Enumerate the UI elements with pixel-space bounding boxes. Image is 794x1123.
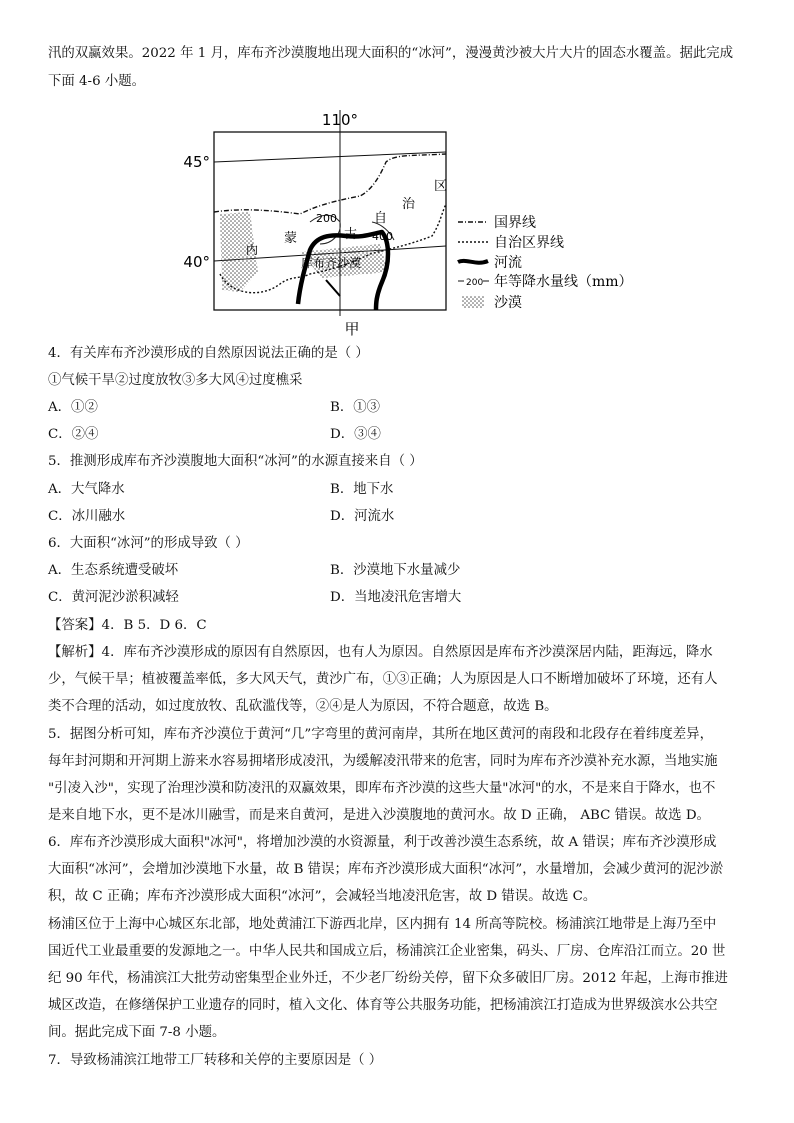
map-char-2: 古	[344, 227, 358, 242]
q4-option-b: B．①③	[330, 400, 381, 415]
map-char-6: 内	[246, 243, 259, 257]
q4-stem: 4．有关库布齐沙漠形成的自然原因说法正确的是（ ）	[48, 346, 369, 361]
q5-option-c: C．冰川融水	[48, 509, 126, 524]
analysis-line-3: 类不合理的活动，如过度放牧、乱砍滥伐等，②④是人为原因，不符合题意，故选 B。	[48, 699, 558, 714]
q5-stem: 5．推测形成库布齐沙漠腹地大面积“冰河”的水源直接来自（ ）	[48, 454, 423, 469]
analysis-line-2: 少，气候干旱；植被覆盖率低，多大风天气，黄沙广布，①③正确；人为原因是人口不断增加破坏了环境，还有人	[48, 672, 718, 687]
q5-option-b: B．地下水	[330, 482, 394, 497]
q6-option-c: C．黄河泥沙淤积减轻	[48, 590, 179, 605]
q6-option-a: A．生态系统遭受破坏	[48, 563, 179, 578]
intro-line-1: 汛的双赢效果。2022 年 1 月，库布齐沙漠腹地出现大面积的“冰河”，漫漫黄沙被大片大片的固态水覆盖。据此完成	[48, 46, 734, 61]
passage2-line-4: 城区改造，在修缮保护工业遗存的同时，植入文化、体育等公共服务功能，把杨浦滨江打造成为世界级滨水公共空	[48, 998, 718, 1013]
legend-label-3: 河流	[494, 255, 522, 271]
lat-45-label: 45°	[183, 153, 210, 171]
passage2-line-5: 间。据此完成下面 7-8 小题。	[48, 1025, 226, 1040]
river-icon	[458, 261, 488, 263]
parallel-45	[214, 152, 446, 162]
passage2-line-1: 杨浦区位于上海中心城区东北部，地处黄浦江下游西北岸，区内拥有 14 所高等院校。杨浦滨江地带是上海乃至中	[48, 917, 717, 932]
q5-option-d: D．河流水	[330, 509, 395, 524]
analysis-line-9: 大面积“冰河”，会增加沙漠地下水量，故 B 错误；库布齐沙漠形成大面积“冰河”，水量增加，会减少黄河的泥沙淤	[48, 862, 724, 877]
q6-option-b: B．沙漠地下水量减少	[330, 563, 461, 578]
map-figure	[150, 104, 650, 344]
analysis-line-1: 【解析】4．库布齐沙漠形成的原因有自然原因，也有人为原因。自然原因是库布齐沙漠深居内陆，距海远，降水	[48, 645, 713, 660]
desert-icon	[462, 296, 484, 308]
map-caption: 甲	[344, 320, 360, 338]
river-tributary	[326, 280, 340, 296]
isohyet-400-label: 400	[372, 230, 393, 243]
legend-label-1: 国界线	[494, 215, 536, 231]
isohyet-200-label: 200	[316, 212, 337, 225]
q7-stem: 7．导致杨浦滨江地带工厂转移和关停的主要原因是（ ）	[48, 1053, 383, 1068]
legend-label-2: 自治区界线	[494, 235, 564, 251]
intro-line-2: 下面 4-6 小题。	[48, 74, 146, 89]
analysis-line-4: 5．据图分析可知，库布齐沙漠位于黄河“几”字弯里的黄河南岸，其所在地区黄河的南段和北段存在着纬度差异，	[48, 727, 713, 742]
q4-option-d: D．③④	[330, 427, 381, 442]
analysis-line-5: 每年封河期和开河期上游来水容易拥堵形成凌汛，为缓解凌汛带来的危害，同时为库布齐沙漠补充水源，当地实施	[48, 754, 718, 769]
q4-option-a: A．①②	[48, 400, 98, 415]
analysis-line-7: 是来自地下水，更不是冰川融雪，而是来自黄河，是进入沙漠腹地的黄河水。故 D 正确， ABC 错误。故选 D。	[48, 808, 710, 823]
analysis-line-6: "引凌入沙"，实现了治理沙漠和防凌汛的双赢效果，即库布齐沙漠的这些大量"冰河"的水，不是来自于降水，也不	[48, 781, 716, 796]
lat-40-label: 40°	[183, 253, 210, 271]
q5-option-a: A．大气降水	[48, 482, 125, 497]
desert-label: 库布齐沙漠	[301, 256, 362, 270]
map-char-1: 蒙	[284, 231, 298, 246]
answer-line: 【答案】4．B 5．D 6．C	[48, 618, 207, 633]
map-char-3: 自	[374, 211, 388, 226]
analysis-line-10: 积，故 C 正确；库布齐沙漠形成大面积“冰河”，会减轻当地凌汛危害，故 D 错误。故选 C。	[48, 889, 597, 904]
legend-label-4: 年等降水量线（mm）	[494, 274, 633, 290]
q4-sub: ①气候干旱②过度放牧③多大风④过度樵采	[48, 373, 303, 388]
passage2-line-3: 纪 90 年代，杨浦滨江大批劳动密集型企业外迁，不少老厂纷纷关停，留下众多破旧厂房。2012 年起，上海市推进	[48, 971, 728, 986]
legend-label-5: 沙漠	[494, 295, 522, 311]
q6-stem: 6．大面积“冰河”的形成导致（ ）	[48, 536, 249, 551]
map-char-5: 区	[434, 179, 448, 194]
map-legend	[458, 214, 633, 311]
q4-option-c: C．②④	[48, 427, 99, 442]
passage2-line-2: 国近代工业最重要的发源地之一。中华人民共和国成立后，杨浦滨江企业密集，码头、厂房、仓库沿江而立。20 世	[48, 944, 726, 959]
isohyet-icon: 200	[466, 278, 484, 288]
map-char-4: 治	[402, 197, 416, 212]
q6-option-d: D．当地凌汛危害增大	[330, 590, 462, 605]
analysis-line-8: 6．库布齐沙漠形成大面积"冰河"，将增加沙漠的水资源量，利于改善沙漠生态系统，故 A 错误；库布齐沙漠形成	[48, 835, 717, 850]
lon-label: 110°	[321, 111, 359, 129]
